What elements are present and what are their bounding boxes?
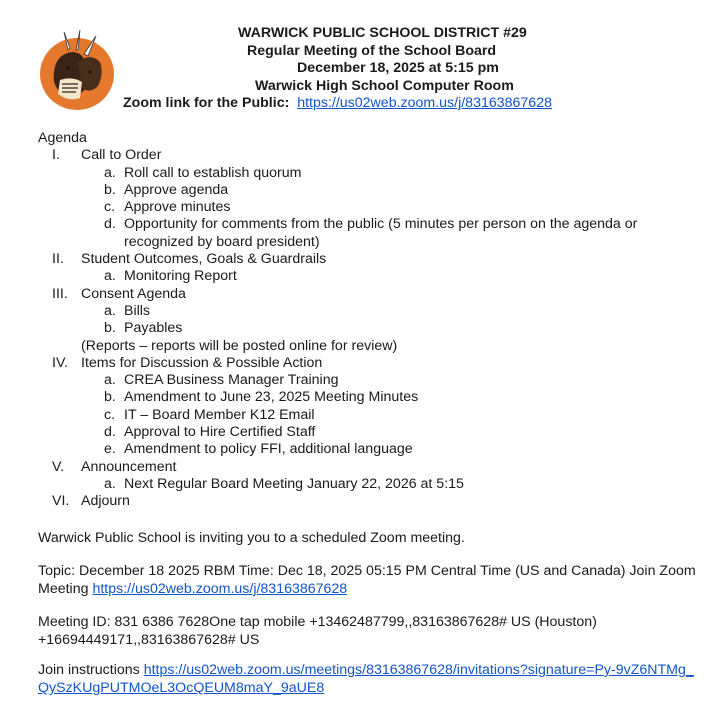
- agenda-section: [38, 355, 698, 372]
- item-text: Approval to Hire Certified Staff: [124, 424, 316, 441]
- item-letter: a.: [104, 302, 116, 319]
- item-text: Approve agenda: [124, 181, 229, 198]
- agenda-item: [38, 389, 698, 406]
- zoom-link-line: [123, 95, 552, 113]
- meeting-title: Regular Meeting of the School Board: [247, 42, 497, 59]
- invite-intro: Warwick Public School is inviting you to a scheduled Zoom meeting.: [38, 530, 465, 546]
- section-label: Consent Agenda: [81, 285, 186, 302]
- item-letter: b.: [104, 320, 116, 337]
- item-letter: a.: [104, 268, 116, 285]
- agenda-item: [38, 407, 698, 424]
- meeting-date: December 18, 2025 at 5:15 pm: [297, 60, 499, 76]
- join-label: Join instructions: [38, 662, 140, 678]
- section-label: Adjourn: [81, 493, 130, 510]
- agenda-note: [38, 338, 698, 355]
- section-label: Student Outcomes, Goals & Guardrails: [81, 251, 327, 268]
- agenda: [38, 130, 698, 511]
- section-number: I.: [52, 147, 60, 164]
- item-text: Next Regular Board Meeting January 22, 2026 at 5:15: [124, 475, 464, 492]
- agenda-item: [38, 216, 698, 251]
- section-number: III.: [52, 285, 68, 302]
- agenda-item: [38, 320, 698, 337]
- agenda-item: [38, 303, 698, 320]
- section-number: V.: [52, 458, 65, 475]
- join-instructions-link[interactable]: https://us02web.zoom.us/meetings/83163867628/invitations?signature=Py-9vZ6NTMg_QySzKUgPUTMOeL3OcQEUM8maY_9aUE8: [38, 662, 694, 696]
- topic-text: Topic: December 18 2025 RBM Time: Dec 18, 2025 05:15 PM Central Time (US and Canada) Join Zoom Meeting: [38, 563, 696, 597]
- item-letter: d.: [104, 216, 116, 233]
- item-text: Roll call to establish quorum: [124, 164, 302, 181]
- item-text: Payables: [124, 320, 183, 337]
- agenda-title: Agenda: [38, 130, 87, 146]
- agenda-section: [38, 251, 698, 268]
- agenda-item: [38, 372, 698, 389]
- item-text: Amendment to policy FFI, additional language: [124, 441, 413, 458]
- school-mascot-logo-icon: [38, 28, 116, 112]
- item-letter: d.: [104, 424, 116, 441]
- section-label: Announcement: [81, 458, 177, 475]
- item-text: Opportunity for comments from the public (5 minutes per person on the agenda or recognized by board president): [124, 216, 638, 250]
- item-letter: a.: [104, 372, 116, 389]
- item-text: Monitoring Report: [124, 268, 237, 285]
- section-number: II.: [52, 251, 64, 268]
- item-text: Approve minutes: [124, 199, 231, 216]
- agenda-section: [38, 493, 698, 510]
- item-text: CREA Business Manager Training: [124, 372, 339, 389]
- agenda-section: [38, 459, 698, 476]
- item-text: Bills: [124, 302, 151, 319]
- reports-note: (Reports – reports will be posted online for review): [81, 337, 398, 354]
- invite-join-instructions: [38, 661, 703, 697]
- invite-meeting-id: Meeting ID: 831 6386 7628One tap mobile +13462487799,,83163867628# US (Houston) +16694449171,,83163867628# US: [38, 614, 597, 648]
- item-letter: b.: [104, 389, 116, 406]
- agenda-item: [38, 182, 698, 199]
- item-text: Amendment to June 23, 2025 Meeting Minutes: [124, 389, 419, 406]
- agenda-item: [38, 424, 698, 441]
- item-letter: e.: [104, 441, 116, 458]
- agenda-item: [38, 165, 698, 182]
- section-number: IV.: [52, 354, 69, 371]
- district-title: WARWICK PUBLIC SCHOOL DISTRICT #29: [238, 25, 527, 41]
- agenda-item: [38, 476, 698, 493]
- zoom-link-label: Zoom link for the Public:: [123, 95, 290, 111]
- section-label: Call to Order: [81, 147, 162, 164]
- agenda-item: [38, 441, 698, 458]
- item-letter: b.: [104, 181, 116, 198]
- section-label: Items for Discussion & Possible Action: [81, 354, 323, 371]
- agenda-item: [38, 199, 698, 216]
- item-letter: a.: [104, 164, 116, 181]
- item-letter: c.: [104, 406, 116, 423]
- meeting-location: Warwick High School Computer Room: [255, 77, 514, 94]
- agenda-item: [38, 268, 698, 285]
- invite-topic: [38, 562, 703, 598]
- item-text: IT – Board Member K12 Email: [124, 406, 315, 423]
- item-letter: c.: [104, 199, 116, 216]
- agenda-section: [38, 286, 698, 303]
- item-letter: a.: [104, 475, 116, 492]
- section-number: VI.: [52, 493, 70, 510]
- topic-zoom-link[interactable]: https://us02web.zoom.us/j/83163867628: [92, 581, 348, 597]
- agenda-section: [38, 147, 698, 164]
- zoom-link[interactable]: https://us02web.zoom.us/j/83163867628: [297, 95, 552, 111]
